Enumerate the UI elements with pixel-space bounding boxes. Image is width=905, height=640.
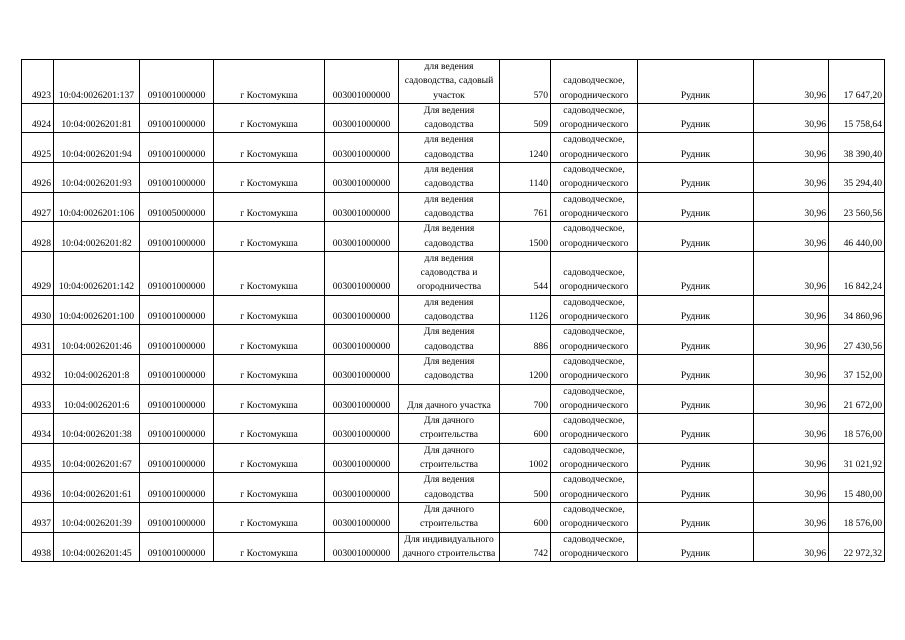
cadastral-number: 10:04:0026201:94 (54, 133, 140, 163)
table-row (22, 60, 885, 104)
land-area: 886 (500, 325, 551, 355)
cadastral-number: 10:04:0026201:45 (54, 532, 140, 562)
table-row (22, 354, 885, 384)
oktmo-code: 091001000000 (140, 222, 214, 252)
permitted-use: Для дачного участка (399, 384, 500, 414)
land-area: 742 (500, 532, 551, 562)
zone-name: Рудник (638, 192, 754, 222)
land-category: садоводческое, огороднического (551, 163, 638, 193)
oktmo-code: 091001000000 (140, 473, 214, 503)
territory-code: 003001000000 (325, 532, 399, 562)
land-area: 500 (500, 473, 551, 503)
cadastral-number: 10:04:0026201:81 (54, 103, 140, 133)
table-row (22, 532, 885, 562)
row-number: 4927 (22, 192, 54, 222)
oktmo-code: 091001000000 (140, 354, 214, 384)
territory-code: 003001000000 (325, 103, 399, 133)
cadastral-rate: 30,96 (754, 384, 829, 414)
cadastral-value: 15 480,00 (829, 473, 885, 503)
settlement-name: г Костомукша (214, 414, 325, 444)
land-category: садоводческое, огороднического (551, 532, 638, 562)
zone-name: Рудник (638, 502, 754, 532)
zone-name: Рудник (638, 251, 754, 295)
settlement-name: г Костомукша (214, 251, 325, 295)
settlement-name: г Костомукша (214, 443, 325, 473)
cadastral-number: 10:04:0026201:61 (54, 473, 140, 503)
cadastral-number: 10:04:0026201:137 (54, 60, 140, 104)
settlement-name: г Костомукша (214, 60, 325, 104)
cadastral-rate: 30,96 (754, 133, 829, 163)
land-area: 700 (500, 384, 551, 414)
cadastral-value: 27 430,56 (829, 325, 885, 355)
cadastral-rate: 30,96 (754, 325, 829, 355)
table-row (22, 251, 885, 295)
permitted-use: для ведения садоводства (399, 192, 500, 222)
land-area: 1240 (500, 133, 551, 163)
cadastral-rate: 30,96 (754, 532, 829, 562)
land-area: 1140 (500, 163, 551, 193)
territory-code: 003001000000 (325, 414, 399, 444)
settlement-name: г Костомукша (214, 502, 325, 532)
table-row (22, 414, 885, 444)
oktmo-code: 091001000000 (140, 60, 214, 104)
table-row (22, 103, 885, 133)
territory-code: 003001000000 (325, 443, 399, 473)
zone-name: Рудник (638, 222, 754, 252)
permitted-use: Для ведения садоводства (399, 222, 500, 252)
oktmo-code: 091001000000 (140, 251, 214, 295)
settlement-name: г Костомукша (214, 133, 325, 163)
land-area: 1126 (500, 295, 551, 325)
permitted-use: Для индивидуального дачного строительства (399, 532, 500, 562)
row-number: 4924 (22, 103, 54, 133)
cadastral-number: 10:04:0026201:93 (54, 163, 140, 193)
table-row (22, 473, 885, 503)
cadastral-rate: 30,96 (754, 103, 829, 133)
permitted-use: Для ведения садоводства (399, 325, 500, 355)
land-category: садоводческое, огороднического (551, 443, 638, 473)
table-row (22, 222, 885, 252)
zone-name: Рудник (638, 60, 754, 104)
oktmo-code: 091001000000 (140, 414, 214, 444)
land-category: садоводческое, огороднического (551, 295, 638, 325)
land-category: садоводческое, огороднического (551, 354, 638, 384)
table-body (22, 60, 885, 562)
cadastral-rate: 30,96 (754, 443, 829, 473)
permitted-use: для ведения садоводства и огородничества (399, 251, 500, 295)
settlement-name: г Костомукша (214, 532, 325, 562)
table-row (22, 192, 885, 222)
zone-name: Рудник (638, 133, 754, 163)
zone-name: Рудник (638, 384, 754, 414)
land-category: садоводческое, огороднического (551, 384, 638, 414)
row-number: 4928 (22, 222, 54, 252)
cadastral-rate: 30,96 (754, 414, 829, 444)
cadastral-value: 38 390,40 (829, 133, 885, 163)
settlement-name: г Костомукша (214, 163, 325, 193)
land-category: садоводческое, огороднического (551, 60, 638, 104)
permitted-use: для ведения садоводства (399, 295, 500, 325)
land-area: 1200 (500, 354, 551, 384)
settlement-name: г Костомукша (214, 192, 325, 222)
zone-name: Рудник (638, 414, 754, 444)
territory-code: 003001000000 (325, 295, 399, 325)
land-area: 761 (500, 192, 551, 222)
settlement-name: г Костомукша (214, 222, 325, 252)
cadastral-value: 23 560,56 (829, 192, 885, 222)
oktmo-code: 091001000000 (140, 133, 214, 163)
permitted-use: для ведения садоводства, садовый участок (399, 60, 500, 104)
row-number: 4936 (22, 473, 54, 503)
cadastral-number: 10:04:0026201:46 (54, 325, 140, 355)
cadastral-number: 10:04:0026201:82 (54, 222, 140, 252)
cadastral-number: 10:04:0026201:67 (54, 443, 140, 473)
row-number: 4934 (22, 414, 54, 444)
cadastral-value: 34 860,96 (829, 295, 885, 325)
table-row (22, 133, 885, 163)
cadastral-number: 10:04:0026201:38 (54, 414, 140, 444)
row-number: 4932 (22, 354, 54, 384)
oktmo-code: 091001000000 (140, 384, 214, 414)
land-category: садоводческое, огороднического (551, 414, 638, 444)
land-register-table (21, 59, 885, 562)
land-area: 600 (500, 502, 551, 532)
cadastral-number: 10:04:0026201:142 (54, 251, 140, 295)
table-row (22, 163, 885, 193)
settlement-name: г Костомукша (214, 384, 325, 414)
zone-name: Рудник (638, 473, 754, 503)
cadastral-value: 31 021,92 (829, 443, 885, 473)
table-row (22, 502, 885, 532)
cadastral-number: 10:04:0026201:100 (54, 295, 140, 325)
permitted-use: Для дачного строительства (399, 502, 500, 532)
cadastral-value: 35 294,40 (829, 163, 885, 193)
cadastral-rate: 30,96 (754, 473, 829, 503)
permitted-use: Для дачного строительства (399, 443, 500, 473)
oktmo-code: 091005000000 (140, 192, 214, 222)
land-area: 1500 (500, 222, 551, 252)
cadastral-number: 10:04:0026201:8 (54, 354, 140, 384)
land-category: садоводческое, огороднического (551, 133, 638, 163)
land-category: садоводческое, огороднического (551, 325, 638, 355)
land-area: 600 (500, 414, 551, 444)
permitted-use: Для ведения садоводства (399, 103, 500, 133)
cadastral-rate: 30,96 (754, 295, 829, 325)
land-category: садоводческое, огороднического (551, 502, 638, 532)
territory-code: 003001000000 (325, 251, 399, 295)
permitted-use: Для дачного строительства (399, 414, 500, 444)
oktmo-code: 091001000000 (140, 443, 214, 473)
cadastral-value: 46 440,00 (829, 222, 885, 252)
land-category: садоводческое, огороднического (551, 103, 638, 133)
zone-name: Рудник (638, 443, 754, 473)
territory-code: 003001000000 (325, 133, 399, 163)
permitted-use: Для ведения садоводства (399, 354, 500, 384)
oktmo-code: 091001000000 (140, 163, 214, 193)
permitted-use: для ведения садоводства (399, 133, 500, 163)
cadastral-value: 18 576,00 (829, 502, 885, 532)
land-category: садоводческое, огороднического (551, 473, 638, 503)
cadastral-value: 17 647,20 (829, 60, 885, 104)
territory-code: 003001000000 (325, 502, 399, 532)
land-area: 509 (500, 103, 551, 133)
row-number: 4933 (22, 384, 54, 414)
zone-name: Рудник (638, 354, 754, 384)
territory-code: 003001000000 (325, 473, 399, 503)
cadastral-number: 10:04:0026201:6 (54, 384, 140, 414)
settlement-name: г Костомукша (214, 295, 325, 325)
zone-name: Рудник (638, 325, 754, 355)
land-area: 570 (500, 60, 551, 104)
table-row (22, 295, 885, 325)
zone-name: Рудник (638, 532, 754, 562)
cadastral-number: 10:04:0026201:39 (54, 502, 140, 532)
row-number: 4929 (22, 251, 54, 295)
row-number: 4938 (22, 532, 54, 562)
territory-code: 003001000000 (325, 222, 399, 252)
oktmo-code: 091001000000 (140, 295, 214, 325)
row-number: 4931 (22, 325, 54, 355)
cadastral-rate: 30,96 (754, 192, 829, 222)
permitted-use: для ведения садоводства (399, 163, 500, 193)
territory-code: 003001000000 (325, 163, 399, 193)
zone-name: Рудник (638, 103, 754, 133)
land-area: 544 (500, 251, 551, 295)
territory-code: 003001000000 (325, 325, 399, 355)
cadastral-rate: 30,96 (754, 163, 829, 193)
oktmo-code: 091001000000 (140, 325, 214, 355)
permitted-use: Для ведения садоводства (399, 473, 500, 503)
territory-code: 003001000000 (325, 354, 399, 384)
settlement-name: г Костомукша (214, 473, 325, 503)
cadastral-value: 21 672,00 (829, 384, 885, 414)
oktmo-code: 091001000000 (140, 502, 214, 532)
territory-code: 003001000000 (325, 384, 399, 414)
row-number: 4925 (22, 133, 54, 163)
cadastral-value: 22 972,32 (829, 532, 885, 562)
cadastral-value: 15 758,64 (829, 103, 885, 133)
land-category: садоводческое, огороднического (551, 251, 638, 295)
row-number: 4923 (22, 60, 54, 104)
land-category: садоводческое, огороднического (551, 192, 638, 222)
row-number: 4930 (22, 295, 54, 325)
cadastral-value: 18 576,00 (829, 414, 885, 444)
cadastral-rate: 30,96 (754, 354, 829, 384)
zone-name: Рудник (638, 163, 754, 193)
settlement-name: г Костомукша (214, 354, 325, 384)
cadastral-rate: 30,96 (754, 60, 829, 104)
cadastral-rate: 30,96 (754, 251, 829, 295)
cadastral-rate: 30,96 (754, 502, 829, 532)
table-row (22, 443, 885, 473)
table-row (22, 384, 885, 414)
row-number: 4937 (22, 502, 54, 532)
cadastral-rate: 30,96 (754, 222, 829, 252)
cadastral-number: 10:04:0026201:106 (54, 192, 140, 222)
land-category: садоводческое, огороднического (551, 222, 638, 252)
row-number: 4926 (22, 163, 54, 193)
row-number: 4935 (22, 443, 54, 473)
land-area: 1002 (500, 443, 551, 473)
territory-code: 003001000000 (325, 60, 399, 104)
cadastral-value: 37 152,00 (829, 354, 885, 384)
cadastral-value: 16 842,24 (829, 251, 885, 295)
settlement-name: г Костомукша (214, 325, 325, 355)
table-row (22, 325, 885, 355)
settlement-name: г Костомукша (214, 103, 325, 133)
territory-code: 003001000000 (325, 192, 399, 222)
zone-name: Рудник (638, 295, 754, 325)
oktmo-code: 091001000000 (140, 103, 214, 133)
oktmo-code: 091001000000 (140, 532, 214, 562)
